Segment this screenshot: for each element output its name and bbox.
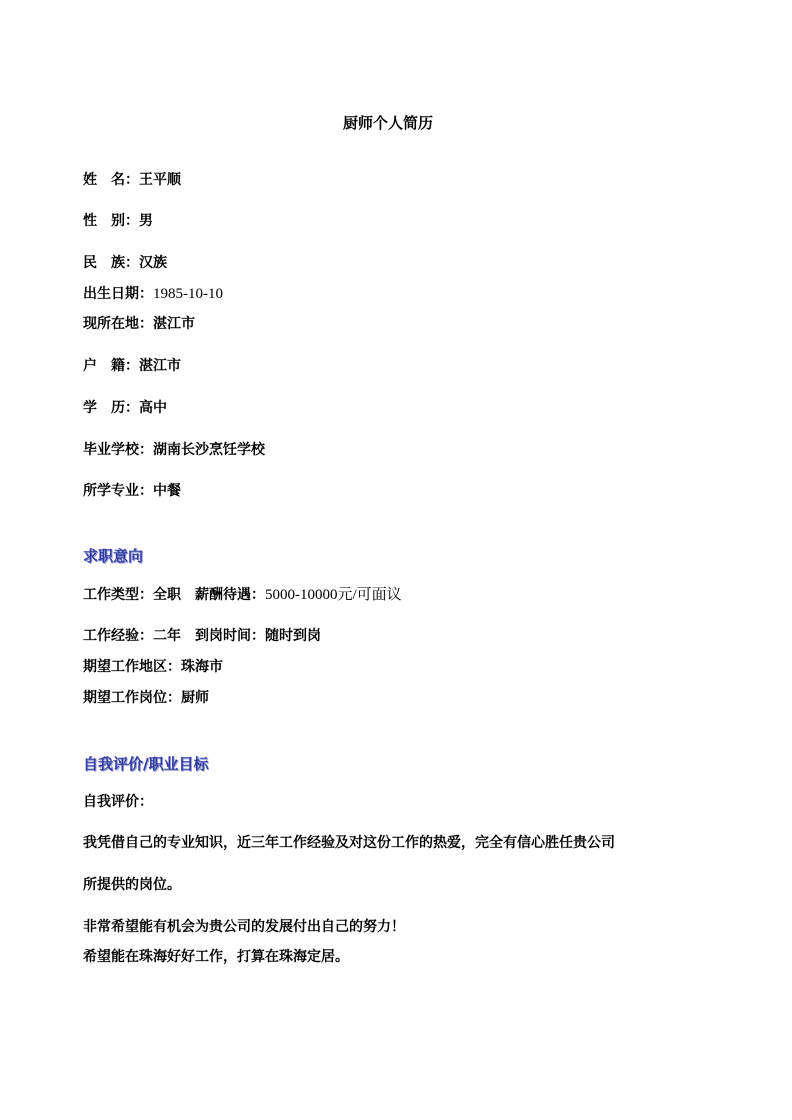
education-row [83, 398, 167, 418]
self-eval-para2: 非常希望能有机会为贵公司的发展付出自己的努力！ [83, 919, 405, 935]
gender-value: 男 [139, 213, 153, 229]
position-row [83, 688, 209, 708]
school-row [83, 440, 265, 460]
ethnicity-label: 民 族： [83, 255, 139, 271]
major-label: 所学专业： [83, 483, 153, 499]
location-label: 现所在地： [83, 316, 153, 332]
area-label: 期望工作地区： [83, 659, 181, 675]
gender-row [83, 211, 153, 231]
major-value: 中餐 [153, 483, 181, 499]
self-eval-para1-line2: 所提供的岗位。 [83, 877, 181, 893]
ethnicity-row [83, 253, 167, 273]
experience-value: 二年 [153, 628, 181, 644]
birth-row [83, 284, 223, 304]
name-label: 姓 名： [83, 172, 139, 188]
salary-value: 5000-10000元/可面议 [265, 587, 402, 603]
job-intent-heading: 求职意向 [83, 547, 144, 565]
school-value: 湖南长沙烹饪学校 [153, 442, 265, 458]
area-value: 珠海市 [181, 659, 223, 675]
location-value: 湛江市 [153, 316, 195, 332]
school-label: 毕业学校： [83, 442, 153, 458]
salary-label: 薪酬待遇： [195, 587, 265, 603]
start-value: 随时到岗 [265, 628, 321, 644]
major-row [83, 481, 181, 501]
hukou-value: 湛江市 [139, 358, 181, 374]
location-row [83, 314, 195, 334]
self-eval-para3: 希望能在珠海好好工作，打算在珠海定居。 [83, 949, 349, 965]
job-type-row [83, 585, 402, 605]
experience-label: 工作经验： [83, 628, 153, 644]
self-eval-label: 自我评价： [83, 794, 153, 810]
birth-value: 1985-10-10 [153, 286, 223, 302]
self-eval-label-row [83, 792, 153, 812]
self-eval-para1-line1: 我凭借自己的专业知识，近三年工作经验及对这份工作的热爱，完全有信心胜任贵公司 [83, 835, 615, 851]
education-label: 学 历： [83, 400, 139, 416]
hukou-label: 户 籍： [83, 358, 139, 374]
ethnicity-value: 汉族 [139, 255, 167, 271]
hukou-row [83, 356, 181, 376]
name-value: 王平顺 [139, 172, 181, 188]
area-row [83, 657, 223, 677]
gender-label: 性 别： [83, 213, 139, 229]
experience-row [83, 626, 321, 646]
education-value: 高中 [139, 400, 167, 416]
name-row [83, 170, 181, 190]
position-value: 厨师 [181, 690, 209, 706]
job-type-value: 全职 [153, 587, 181, 603]
job-type-label: 工作类型： [83, 587, 153, 603]
start-label: 到岗时间： [195, 628, 265, 644]
position-label: 期望工作岗位： [83, 690, 181, 706]
birth-label: 出生日期： [83, 286, 153, 302]
page-title: 厨师个人简历 [342, 114, 433, 132]
self-eval-heading: 自我评价/职业目标 [83, 755, 209, 773]
